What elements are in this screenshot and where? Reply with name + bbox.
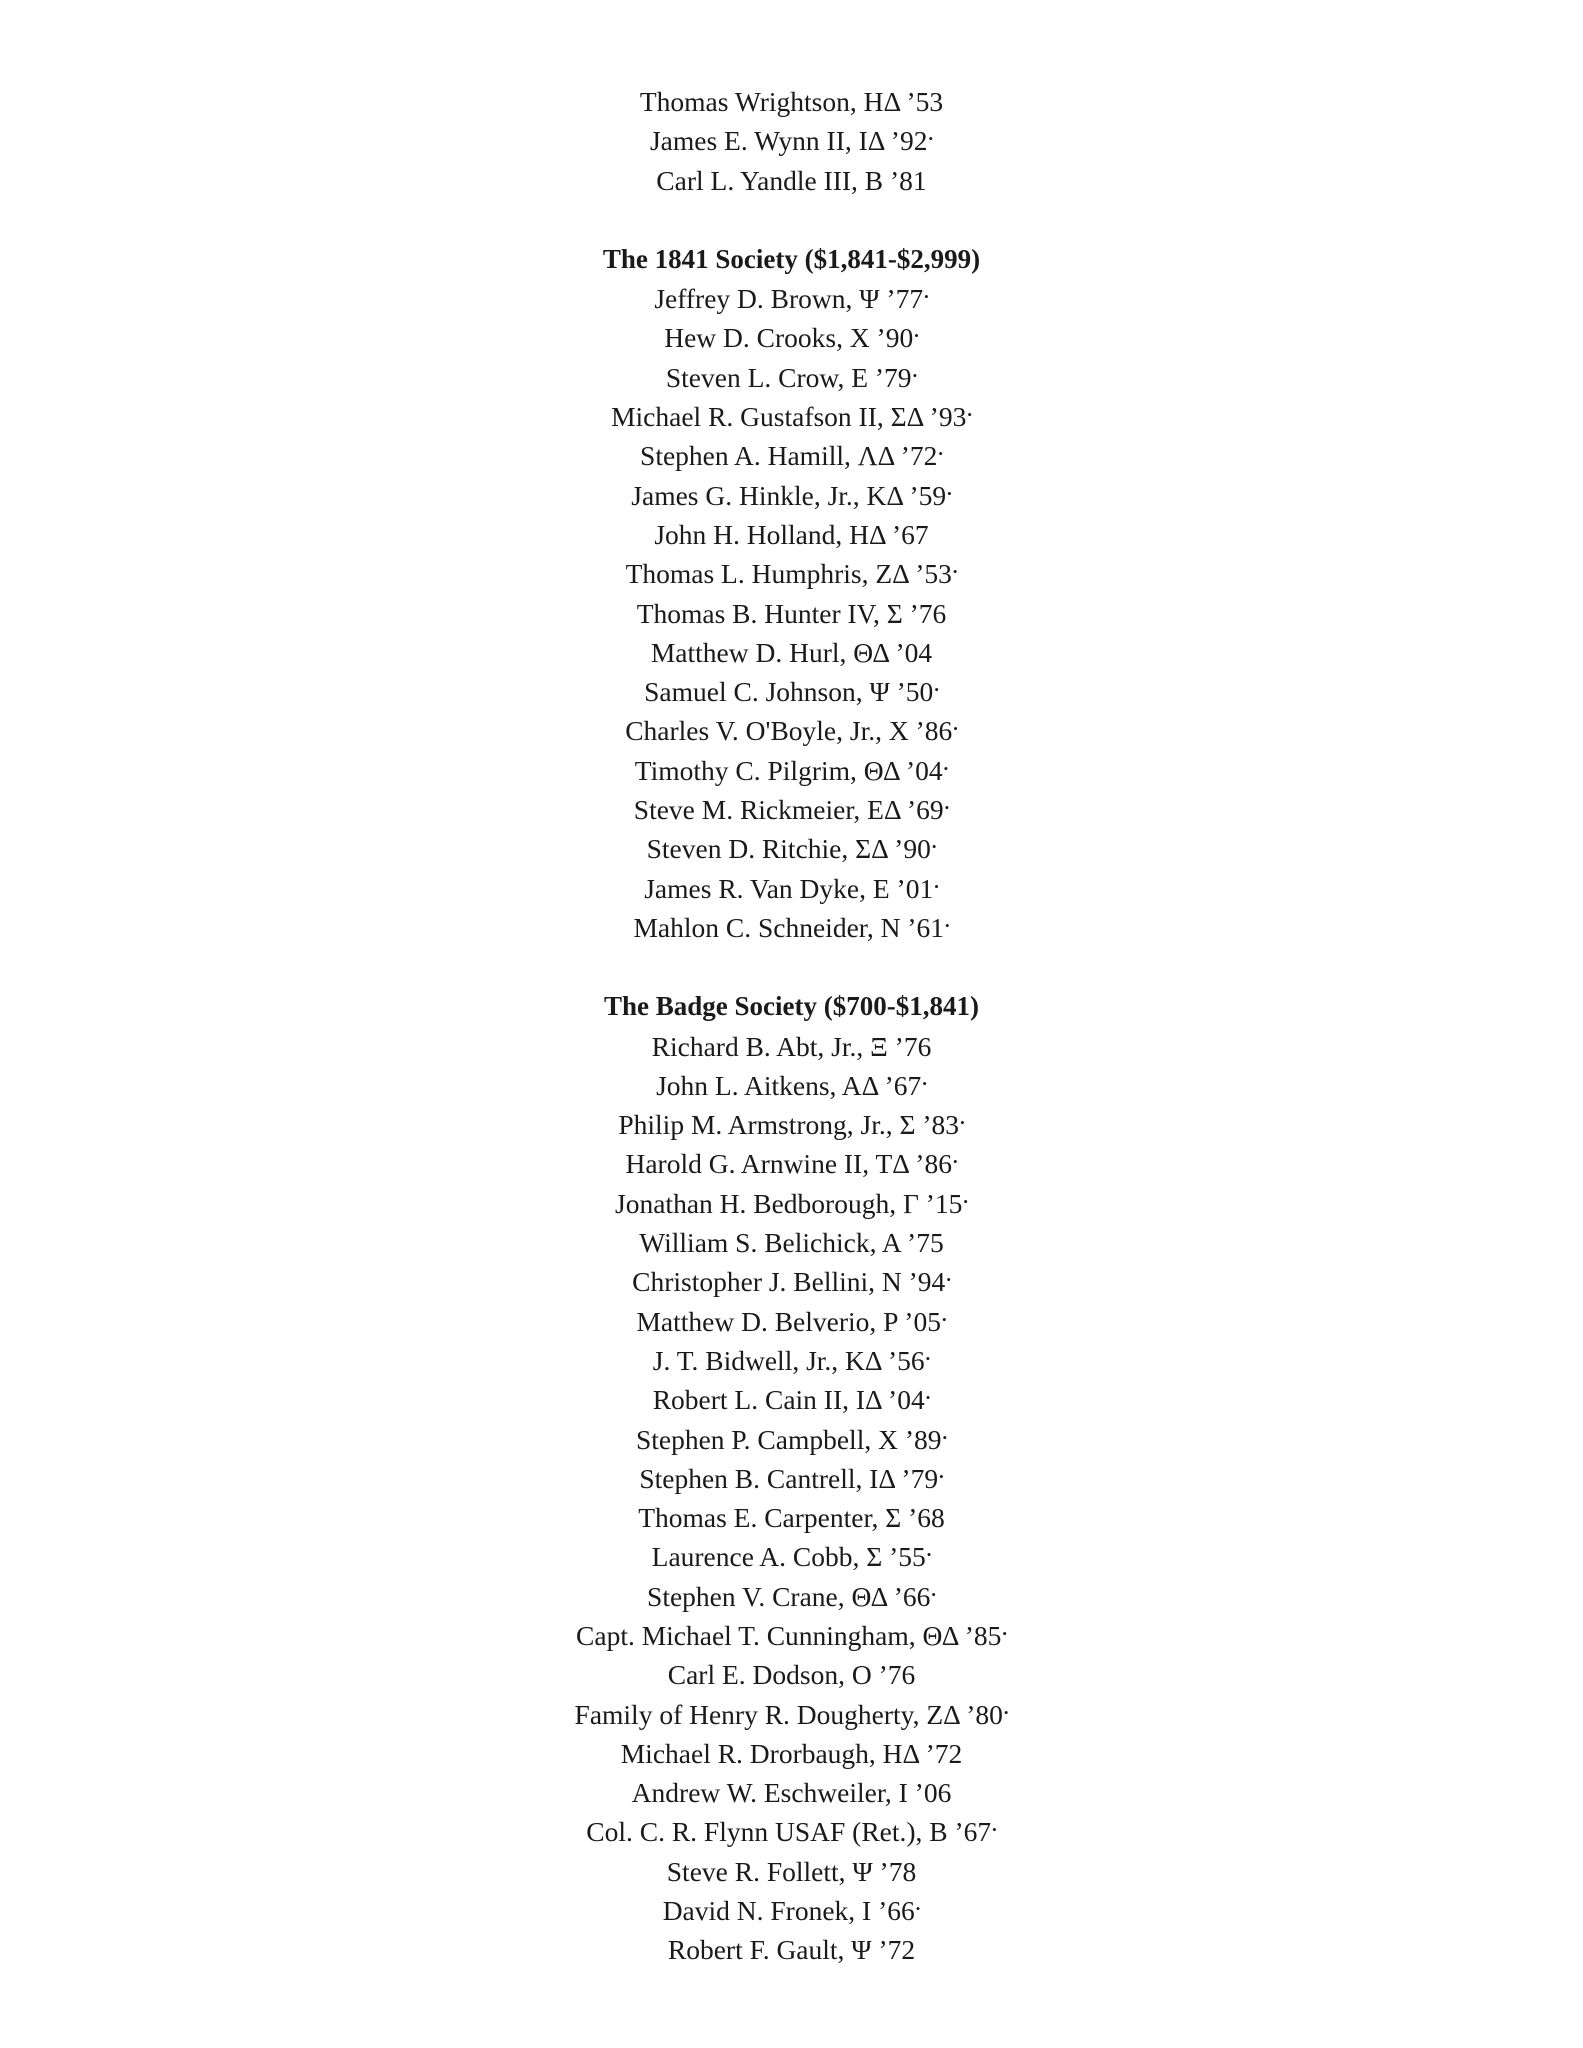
donor-mark-icon: • (960, 1115, 965, 1131)
donor-name-text: James E. Wynn II, IΔ ’92 (649, 125, 928, 157)
donor-name-text: Robert L. Cain II, IΔ ’04 (652, 1384, 925, 1416)
donor-name (0, 82, 1583, 121)
donor-name (0, 751, 1583, 790)
donor-mark-icon: • (914, 328, 919, 344)
donor-name-text: Richard B. Abt, Jr., Ξ ’76 (651, 1030, 932, 1062)
donor-mark-icon: • (934, 878, 939, 894)
donor-name-text: William S. Belichick, A ’75 (639, 1227, 944, 1259)
section-heading: The 1841 Society ($1,841-$2,999) (602, 243, 981, 274)
donor-name (0, 633, 1583, 672)
donor-name-text: James G. Hinkle, Jr., KΔ ’59 (631, 479, 947, 511)
donor-name (0, 161, 1583, 200)
donor-name (0, 790, 1583, 829)
donor-section (0, 240, 1583, 947)
donor-name-text: Michael R. Drorbaugh, HΔ ’72 (620, 1737, 963, 1769)
donor-name-text: Capt. Michael T. Cunningham, ΘΔ ’85 (576, 1619, 1002, 1651)
donor-name (0, 672, 1583, 711)
donor-name (0, 397, 1583, 436)
donor-name (0, 1577, 1583, 1616)
donor-name-text: Jonathan H. Bedborough, Γ ’15 (615, 1187, 963, 1219)
donor-name (0, 1498, 1583, 1537)
donor-name (0, 515, 1583, 554)
donor-name-text: Thomas E. Carpenter, Σ ’68 (638, 1502, 945, 1534)
donor-name (0, 121, 1583, 160)
donor-name-text: Col. C. R. Flynn USAF (Ret.), B ’67 (586, 1816, 992, 1848)
donor-name (0, 318, 1583, 357)
donor-name-text: Steve M. Rickmeier, EΔ ’69 (633, 794, 944, 826)
donor-name (0, 1812, 1583, 1851)
donor-mark-icon: • (928, 131, 934, 147)
donor-name (0, 1852, 1583, 1891)
donor-name (0, 1223, 1583, 1262)
donor-name-text: Philip M. Armstrong, Jr., Σ ’83 (618, 1109, 960, 1141)
donor-name (0, 358, 1583, 397)
donor-name (0, 1341, 1583, 1380)
donor-mark-icon: • (934, 682, 939, 698)
donor-name (0, 554, 1583, 593)
donor-mark-icon: • (939, 1468, 944, 1484)
donor-mark-icon: • (931, 1586, 936, 1602)
donor-name-text: Stephen B. Cantrell, IΔ ’79 (639, 1462, 939, 1494)
donor-name (0, 1380, 1583, 1419)
donor-name (0, 594, 1583, 633)
donor-name (0, 1734, 1583, 1773)
donor-mark-icon: • (922, 1075, 927, 1091)
donor-name-text: Matthew D. Hurl, ΘΔ ’04 (650, 636, 933, 668)
donor-name (0, 1537, 1583, 1576)
donor-name (0, 1616, 1583, 1655)
donor-name (0, 1302, 1583, 1341)
donor-name (0, 1105, 1583, 1144)
donor-name-text: Stephen V. Crane, ΘΔ ’66 (647, 1580, 931, 1612)
donor-name (0, 1066, 1583, 1105)
donor-name (0, 1655, 1583, 1694)
donor-name (0, 1773, 1583, 1812)
donor-name-text: Charles V. O'Boyle, Jr., X ’86 (625, 715, 953, 747)
donor-name-text: Steven L. Crow, E ’79 (665, 361, 912, 393)
donor-name (0, 1930, 1583, 1969)
donor-name-text: Steven D. Ritchie, ΣΔ ’90 (646, 833, 931, 865)
donor-mark-icon: • (925, 1350, 931, 1366)
donor-name (0, 1420, 1583, 1459)
donor-mark-icon: • (967, 407, 972, 423)
donor-name-text: Steve R. Follett, Ψ ’78 (666, 1855, 917, 1887)
donor-name-text: Thomas L. Humphris, ZΔ ’53 (625, 558, 952, 590)
donor-name-text: Carl E. Dodson, O ’76 (667, 1659, 916, 1691)
donor-name-text: Harold G. Arnwine II, TΔ ’86 (625, 1148, 952, 1180)
donor-name (0, 476, 1583, 515)
donor-mark-icon: • (924, 289, 929, 305)
donor-name (0, 1184, 1583, 1223)
donor-mark-icon: • (943, 760, 949, 776)
donor-name-text: Jeffrey D. Brown, Ψ ’77 (654, 283, 924, 315)
donor-name (0, 1459, 1583, 1498)
donor-name-text: Family of Henry R. Dougherty, ZΔ ’80 (574, 1698, 1003, 1730)
donor-section (0, 987, 1583, 1969)
donor-name (0, 869, 1583, 908)
donor-name (0, 1262, 1583, 1301)
donor-mark-icon: • (952, 1154, 958, 1170)
donor-mark-icon: • (944, 800, 950, 816)
donor-name-text: Stephen P. Campbell, X ’89 (635, 1423, 942, 1455)
donor-name-text: Stephen A. Hamill, ΛΔ ’72 (640, 440, 938, 472)
donor-mark-icon: • (963, 1193, 968, 1209)
donor-name-text: Mahlon C. Schneider, N ’61 (633, 911, 944, 943)
donor-name (0, 436, 1583, 475)
donor-mark-icon: • (992, 1822, 997, 1838)
donor-name-text: John L. Aitkens, AΔ ’67 (656, 1069, 922, 1101)
donor-mark-icon: • (926, 1547, 932, 1563)
donor-mark-icon: • (953, 721, 958, 737)
donor-mark-icon: • (925, 1390, 931, 1406)
donor-mark-icon: • (941, 1311, 947, 1327)
section-heading: The Badge Society ($700-$1,841) (604, 991, 979, 1022)
donor-mark-icon: • (1002, 1625, 1007, 1641)
donor-name-text: Christopher J. Bellini, N ’94 (632, 1266, 946, 1298)
donor-name (0, 908, 1583, 947)
donor-name-text: David N. Fronek, I ’66 (662, 1895, 915, 1927)
donor-mark-icon: • (942, 1429, 948, 1445)
donor-name-text: Robert F. Gault, Ψ ’72 (667, 1934, 916, 1966)
donor-mark-icon: • (915, 1901, 921, 1917)
donor-name-text: Andrew W. Eschweiler, I ’06 (631, 1777, 952, 1809)
donor-name (0, 1027, 1583, 1066)
donor-name (0, 1695, 1583, 1734)
donor-name (0, 1891, 1583, 1930)
donor-mark-icon: • (944, 917, 950, 933)
donor-mark-icon: • (912, 367, 918, 383)
donor-section (0, 82, 1583, 200)
donor-list-document (0, 82, 1583, 1970)
donor-mark-icon: • (1003, 1704, 1009, 1720)
donor-name-text: Matthew D. Belverio, P ’05 (636, 1305, 941, 1337)
donor-name-text: Laurence A. Cobb, Σ ’55 (651, 1541, 926, 1573)
donor-name (0, 279, 1583, 318)
donor-mark-icon: • (946, 1272, 951, 1288)
donor-name (0, 1144, 1583, 1183)
donor-name-text: J. T. Bidwell, Jr., KΔ ’56 (652, 1344, 925, 1376)
donor-name-text: Thomas Wrightson, HΔ ’53 (639, 86, 944, 117)
donor-name-text: Carl L. Yandle III, B ’81 (656, 164, 927, 196)
donor-name-text: Samuel C. Johnson, Ψ ’50 (644, 676, 934, 708)
donor-name-text: Hew D. Crooks, X ’90 (664, 322, 914, 354)
donor-name-text: Michael R. Gustafson II, ΣΔ ’93 (611, 401, 967, 433)
donor-name (0, 829, 1583, 868)
donor-mark-icon: • (952, 564, 958, 580)
donor-mark-icon: • (947, 485, 952, 501)
donor-mark-icon: • (938, 446, 943, 462)
donor-name-text: James R. Van Dyke, E ’01 (644, 872, 934, 904)
donor-mark-icon: • (931, 839, 937, 855)
donor-name-text: John H. Holland, HΔ ’67 (654, 518, 929, 550)
donor-name-text: Timothy C. Pilgrim, ΘΔ ’04 (634, 754, 943, 786)
donor-name-text: Thomas B. Hunter IV, Σ ’76 (636, 597, 947, 629)
donor-name (0, 711, 1583, 750)
